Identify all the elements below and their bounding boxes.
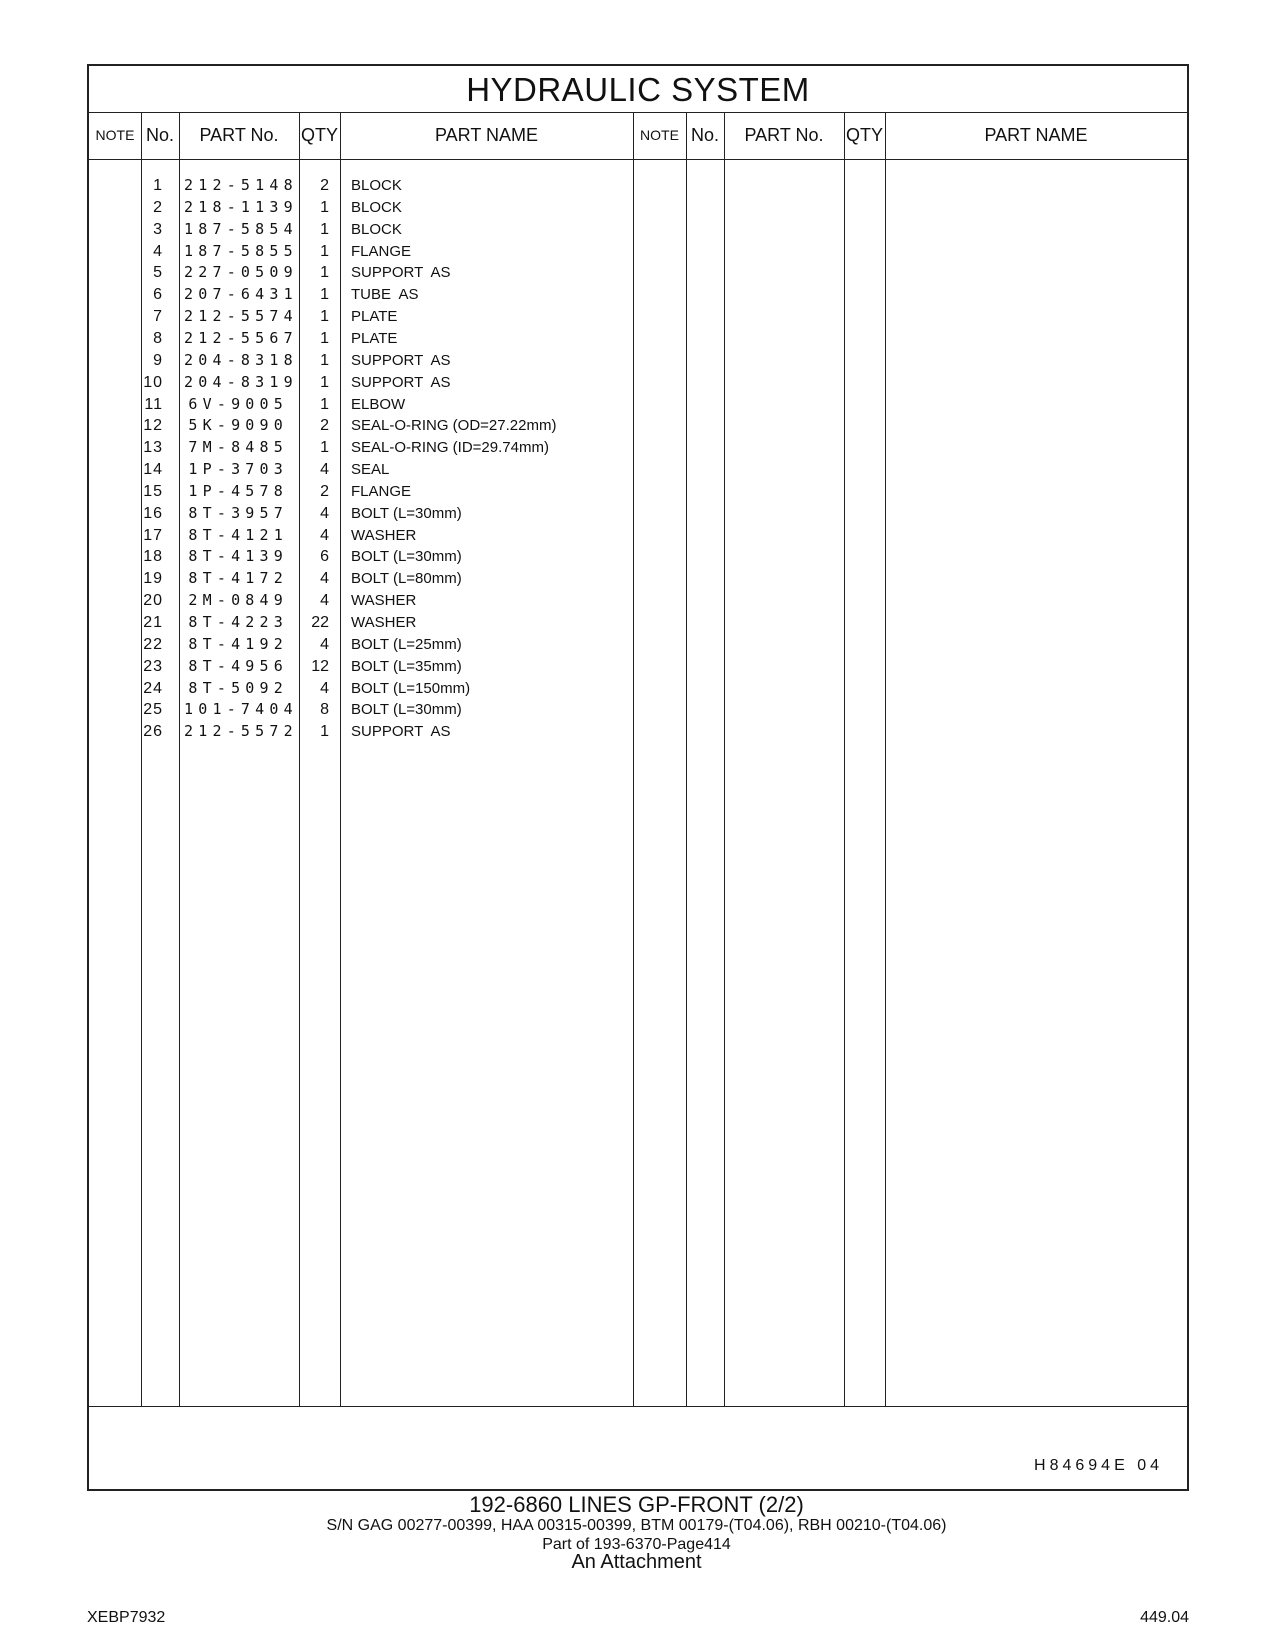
part-number: 204-8319 [184, 372, 298, 391]
quantity: 1 [320, 351, 329, 369]
footer-group-title: 192-6860 LINES GP-FRONT (2/2) [469, 1492, 804, 1517]
item-number: 8 [153, 329, 163, 347]
header-qty: QTY [300, 125, 338, 145]
part-name: BOLT (L=35mm) [351, 657, 462, 675]
part-name: BOLT (L=30mm) [351, 701, 462, 719]
part-number: 7M-8485 [188, 438, 288, 457]
part-name: BLOCK [351, 177, 402, 194]
table-row [89, 283, 1187, 306]
part-number: 8T-4139 [188, 547, 288, 566]
item-number: 3 [153, 220, 163, 238]
table-row [89, 458, 1187, 481]
part-name: SEAL-O-RING (OD=27.22mm) [351, 417, 557, 435]
quantity: 1 [320, 242, 329, 260]
header-part-no: PART No. [199, 125, 279, 145]
part-name: SUPPORT AS [351, 351, 451, 369]
part-name: SEAL-O-RING (ID=29.74mm) [351, 439, 549, 457]
part-name: SUPPORT AS [351, 264, 451, 282]
part-name: BOLT (L=80mm) [351, 570, 462, 588]
table-row [89, 349, 1187, 372]
item-number: 16 [143, 504, 163, 522]
part-number: 204-8318 [184, 350, 298, 369]
item-number: 23 [143, 657, 163, 675]
quantity: 22 [311, 614, 329, 631]
item-number: 15 [143, 482, 163, 500]
quantity: 1 [320, 373, 329, 391]
header-no: No. [145, 125, 174, 145]
part-name: BOLT (L=30mm) [351, 504, 462, 522]
part-name: WASHER [351, 526, 417, 544]
header-part-no-right: PART No. [744, 125, 824, 145]
page-title: HYDRAULIC SYSTEM [89, 66, 1187, 113]
quantity: 2 [320, 177, 329, 194]
item-number: 11 [144, 395, 163, 413]
quantity: 2 [320, 482, 329, 500]
part-number: 1P-4578 [188, 481, 288, 500]
part-name: FLANGE [351, 482, 412, 500]
table-row [89, 567, 1187, 590]
part-name: SEAL [351, 461, 390, 479]
item-number: 13 [143, 439, 163, 457]
item-number: 21 [143, 614, 163, 631]
part-name: SUPPORT AS [351, 373, 451, 391]
item-number: 1 [153, 177, 163, 194]
part-number: 101-7404 [184, 700, 298, 719]
footer-attachment: An Attachment [571, 1551, 702, 1573]
quantity: 8 [320, 701, 329, 719]
table-row [89, 545, 1187, 568]
quantity: 1 [320, 329, 329, 347]
part-number: 212-5567 [184, 328, 298, 347]
part-name: TUBE AS [351, 286, 419, 304]
table-row [89, 196, 1187, 219]
item-number: 7 [153, 308, 163, 326]
quantity: 4 [320, 504, 329, 522]
table-row [89, 611, 1187, 634]
item-number: 18 [143, 548, 163, 566]
header-part-name: PART NAME [434, 125, 539, 145]
part-number: 227-0509 [184, 263, 298, 282]
item-number: 14 [143, 461, 163, 479]
table-row [89, 174, 1187, 197]
quantity: 4 [320, 592, 329, 610]
quantity: 6 [320, 548, 329, 566]
item-number: 5 [153, 264, 163, 282]
item-number: 4 [153, 242, 163, 260]
quantity: 1 [320, 723, 329, 741]
part-number: 6V-9005 [188, 394, 288, 413]
item-number: 25 [143, 701, 163, 719]
part-number: 212-5574 [184, 307, 298, 326]
document-id: XEBP7932 [87, 1609, 166, 1626]
part-number: 8T-3957 [188, 503, 288, 522]
header-part-name-right: PART NAME [984, 125, 1088, 145]
item-number: 9 [153, 351, 163, 369]
table-row [89, 414, 1187, 437]
quantity: 2 [320, 417, 329, 435]
table-row [89, 524, 1187, 547]
table-header [89, 113, 1187, 160]
table-row [89, 436, 1187, 459]
item-number: 20 [143, 592, 163, 610]
table-row [89, 261, 1187, 284]
part-number: 187-5855 [184, 241, 298, 260]
quantity: 4 [320, 679, 329, 697]
footer-serial-numbers: S/N GAG 00277-00399, HAA 00315-00399, BTM 00179-(T04.06), RBH 00210-(T04.06) [326, 1517, 947, 1534]
quantity: 4 [320, 461, 329, 479]
part-number: 212-5148 [184, 176, 298, 194]
table-row [89, 393, 1187, 416]
part-number: 1P-3703 [188, 460, 288, 479]
table-row [89, 698, 1187, 721]
quantity: 4 [320, 570, 329, 588]
quantity: 1 [320, 198, 329, 216]
part-name: WASHER [351, 592, 417, 610]
item-number: 2 [153, 198, 163, 216]
item-number: 17 [143, 526, 163, 544]
table-row [89, 720, 1187, 743]
item-number: 12 [143, 417, 163, 435]
quantity: 1 [320, 264, 329, 282]
part-number: 5K-9090 [188, 416, 288, 435]
part-number: 8T-4192 [188, 634, 288, 653]
item-number: 26 [143, 723, 163, 741]
part-name: BOLT (L=150mm) [351, 679, 471, 697]
part-name: BLOCK [351, 220, 402, 238]
item-number: 19 [143, 570, 163, 588]
part-number: 8T-4223 [188, 613, 288, 631]
part-name: SUPPORT AS [351, 723, 451, 741]
part-name: PLATE [351, 308, 398, 326]
item-number: 10 [143, 373, 163, 391]
table-row [89, 502, 1187, 525]
item-number: 24 [143, 679, 163, 697]
table-row [89, 371, 1187, 394]
quantity: 1 [320, 220, 329, 238]
table-row [89, 218, 1187, 241]
footer-divider [89, 1406, 1187, 1407]
header-qty-right: QTY [845, 125, 883, 145]
table-row [89, 633, 1187, 656]
table-row [89, 677, 1187, 700]
table-row [89, 327, 1187, 350]
drawing-code: H84694E 04 [1034, 1457, 1163, 1474]
part-number: 8T-4121 [188, 525, 288, 544]
table-row [89, 589, 1187, 612]
part-number: 8T-5092 [188, 678, 288, 697]
header-note-right: NOTE [640, 127, 679, 143]
quantity: 1 [320, 308, 329, 326]
part-name: BLOCK [351, 198, 402, 216]
quantity: 12 [311, 657, 329, 675]
page-number: 449.04 [1140, 1609, 1189, 1626]
quantity: 1 [320, 439, 329, 457]
header-no-right: No. [690, 125, 719, 145]
part-name: BOLT (L=30mm) [351, 548, 462, 566]
item-number: 6 [153, 286, 163, 304]
part-number: 187-5854 [184, 219, 298, 238]
quantity: 1 [320, 286, 329, 304]
quantity: 1 [320, 395, 329, 413]
table-row [89, 305, 1187, 328]
quantity: 4 [320, 526, 329, 544]
part-number: 218-1139 [184, 197, 298, 216]
part-number: 2M-0849 [188, 591, 288, 610]
footer-part-of: Part of 193-6370-Page414 [542, 1536, 731, 1553]
part-number: 212-5572 [184, 722, 298, 741]
item-number: 22 [143, 635, 163, 653]
table-row [89, 480, 1187, 503]
part-number: 8T-4172 [188, 569, 288, 588]
table-row [89, 240, 1187, 263]
part-name: PLATE [351, 329, 398, 347]
part-name: WASHER [351, 614, 417, 631]
part-name: BOLT (L=25mm) [351, 635, 462, 653]
header-note: NOTE [95, 127, 135, 143]
parts-list-sheet [87, 64, 1189, 1491]
table-row [89, 655, 1187, 678]
part-name: FLANGE [351, 242, 412, 260]
part-name: ELBOW [351, 395, 406, 413]
quantity: 4 [320, 635, 329, 653]
part-number: 8T-4956 [188, 656, 288, 675]
part-number: 207-6431 [184, 285, 298, 304]
